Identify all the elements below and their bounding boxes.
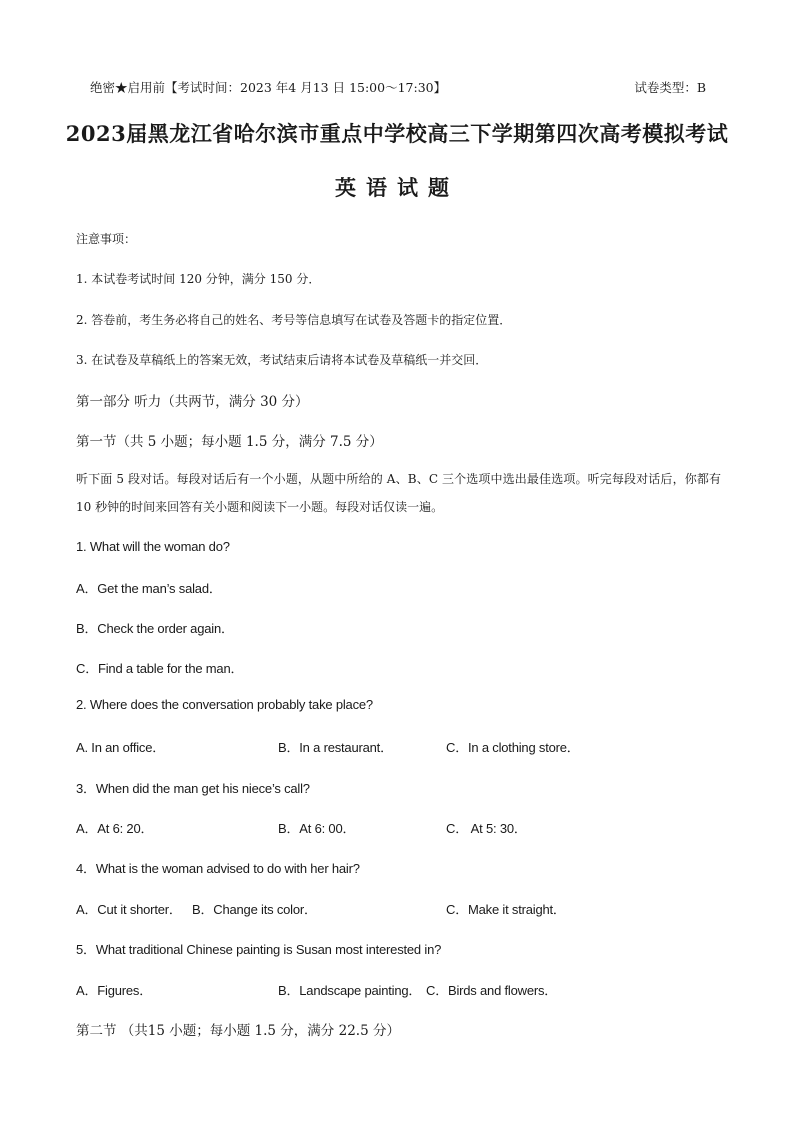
section1-instructions: 听下面 5 段对话。每段对话后有一个小题，从题中所给的 A、B、C 三个选项中选出最佳选项。听完每段对话后，你都有 10 秒钟的时间来回答有关小题和阅读下一小题。每段对话仅读一遍。 <box>76 472 721 514</box>
question-stem: 2. Where does the conversation probably take place? <box>76 697 373 712</box>
question-stem: 3．When did the man get his niece’s call? <box>76 781 310 796</box>
section1-heading: 第一节（共 5 小题；每小题 1.5 分，满分 7.5 分） <box>76 434 383 450</box>
option-b: B．In a restaurant． <box>278 740 393 755</box>
part1-heading: 第一部分 听力（共两节，满分 30 分） <box>76 394 309 410</box>
page-title: 2023届黑龙江省哈尔滨市重点中学校高三下学期第四次高考模拟考试 <box>65 121 729 146</box>
page-subtitle: 英语试题 <box>335 175 459 200</box>
option-b: B．Landscape painting． <box>278 983 422 998</box>
option-c: C．Birds and flowers． <box>426 983 558 998</box>
option-b: B．At 6: 00． <box>278 821 356 836</box>
option-a: A．At 6: 20． <box>76 821 154 836</box>
question-stem: 4．What is the woman advised to do with her hair? <box>76 861 360 876</box>
option-a: A．Figures． <box>76 983 153 998</box>
option-a: A．Get the man’s salad． <box>76 581 222 596</box>
question-stem: 1. What will the woman do? <box>76 539 230 554</box>
note-item: 1. 本试卷考试时间 120 分钟，满分 150 分． <box>76 272 321 286</box>
option-c: C．In a clothing store． <box>446 740 580 755</box>
option-a: A. In an office． <box>76 740 166 755</box>
option-b: B．Change its color． <box>192 902 317 917</box>
section2-heading: 第二节 （共15 小题；每小题 1.5 分，满分 22.5 分） <box>76 1023 400 1039</box>
option-a: A．Cut it shorter． <box>76 902 182 917</box>
paper-type-label: 试卷类型：B <box>634 80 706 95</box>
option-b: B．Check the order again． <box>76 621 234 636</box>
exam-time-header: 绝密★启用前【考试时间：2023 年4 月13 日 15:00～17:30】 <box>90 80 447 95</box>
option-c: C． At 5: 30． <box>446 821 527 836</box>
notes-heading: 注意事项： <box>76 232 137 246</box>
option-c: C．Find a table for the man． <box>76 661 244 676</box>
note-item: 3. 在试卷及草稿纸上的答案无效，考试结束后请将本试卷及草稿纸一并交回． <box>76 353 488 367</box>
note-item: 2. 答卷前，考生务必将自己的姓名、考号等信息填写在试卷及答题卡的指定位置． <box>76 313 512 327</box>
option-c: C．Make it straight． <box>446 902 566 917</box>
question-stem: 5．What traditional Chinese painting is Susan most interested in? <box>76 942 442 957</box>
